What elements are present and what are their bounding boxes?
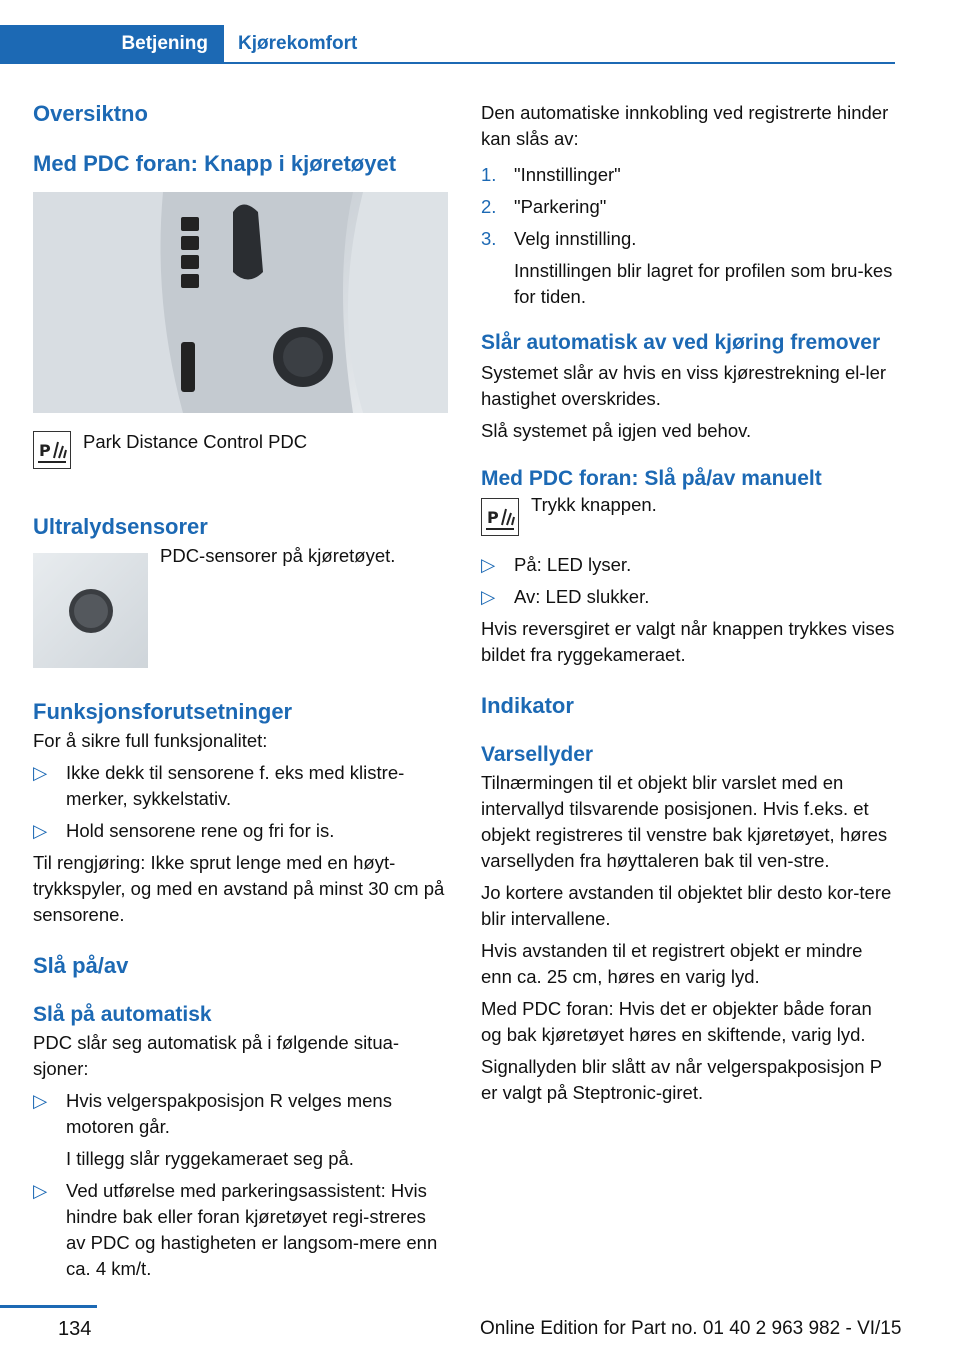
steps-list [481,162,896,310]
led-list [481,552,896,610]
list-item: ▷ Ved utførelse med parkeringsassistent: Hvis hindre bak eller foran kjøretøyet regi-streres av PDC og hastigheten er langsom-mere enn ca. 4 km/t. [33,1180,438,1279]
step-item: 2. "Parkering" [481,196,607,217]
list-item: ▷ Av: LED slukker. [481,584,896,610]
heading-manual: Med PDC foran: Slå på/av manuelt [481,467,822,490]
step3-note: Innstillingen blir lagret for profilen som bru-kes for tiden. [514,260,893,307]
pdc-button-icon [33,431,71,469]
heading-auto: Slå på automatisk [33,1003,212,1026]
sensor-text: PDC-sensorer på kjøretøyet. [160,545,396,566]
varsel-p3: Hvis avstanden til et registrert objekt er mindre enn ca. 25 cm, høres en varig lyd. [481,940,863,987]
funk-list [33,760,448,844]
bullet-icon: ▷ [481,586,496,607]
bullet-icon: ▷ [33,820,48,841]
header-tabs [0,25,895,64]
heading-sla: Slå på/av [33,953,129,978]
pdc-caption: Park Distance Control PDC [83,431,308,452]
sensor-icon [66,586,116,636]
bullet-icon: ▷ [481,554,496,575]
svg-text:P: P [39,441,51,460]
clean-text: Til rengjøring: Ikke sprut lenge med en høyt-trykkspyler, og med en avstand på minst 30 cm på sensorene. [33,852,445,925]
step-item: 3. Velg innstilling. Innstillingen blir lagret for profilen som bru-kes for tiden. [481,226,896,310]
pdc-caption-row [33,431,448,469]
heading-funksjon: Funksjonsforutsetninger [33,699,293,724]
heading-med-pdc: Med PDC foran: Knapp i kjøretøyet [33,151,397,176]
svg-text:P: P [487,508,499,527]
list-item: ▷ Hold sensorene rene og fri for is. [33,818,448,844]
revers-text: Hvis reversgiret er valgt når knappen trykkes vises bildet fra ryggekameraet. [481,618,895,665]
off-text2: Slå systemet på igjen ved behov. [481,420,752,441]
heading-auto-off: Slår automatisk av ved kjøring fremover [481,331,881,354]
sensor-photo [33,553,148,668]
heading-indikator: Indikator [481,693,574,718]
varsel-p5: Signallyden blir slått av når velgerspakposisjon P er valgt på Steptronic-giret. [481,1056,882,1103]
heading-ultralyd: Ultralydsensorer [33,514,208,539]
auto-list [33,1088,448,1282]
off-text: Systemet slår av hvis en viss kjørestrekning el-ler hastighet overskrides. [481,362,887,409]
bullet-icon: ▷ [33,1090,48,1111]
list-item: ▷ På: LED lyser. [481,552,896,578]
tab-kjorekomfort[interactable]: Kjørekomfort [238,32,358,54]
varsel-p1: Tilnærmingen til et objekt blir varslet med en intervallyd tilsvarende posisjonen. Hvis f.eks. et objekt registreres til venstre bak kjøretøyet, høres varsellyden fra høyttaleren bak til ven-stre. [481,772,888,871]
varsel-p4: Med PDC foran: Hvis det er objekter både foran og bak kjøretøyet høres en skiftende, varig lyd. [481,998,872,1045]
edition-text: Online Edition for Part no. 01 40 2 963 982 - VI/15 [480,1318,902,1339]
varsel-p2: Jo kortere avstanden til objektet blir desto kor-tere blir intervallene. [481,882,892,929]
auto-disable-intro: Den automatiske innkobling ved registrerte hinder kan slås av: [481,102,889,149]
console-photo [33,192,448,413]
list-item: ▷ Ikke dekk til sensorene f. eks med klistre-merker, sykkelstativ. [33,762,405,809]
page-number: 134 [58,1318,92,1340]
manual-text: Trykk knappen. [531,494,657,515]
left-column [33,100,448,1282]
pdc-button-icon [481,498,519,536]
bullet-icon: ▷ [33,762,48,783]
auto-intro: PDC slår seg automatisk på i følgende situa-sjoner: [33,1032,400,1079]
right-column [481,100,896,1106]
bullet-icon: ▷ [33,1180,48,1201]
manual-row [481,494,896,536]
step-item: 1. "Innstillinger" [481,164,621,185]
list-item: ▷ Hvis velgerspakposisjon R velges mens motoren går. I tillegg slår ryggekameraet seg på. [33,1088,448,1172]
sensor-row [33,543,448,668]
tab-betjening[interactable]: Betjening [0,25,224,62]
funk-intro: For å sikre full funksjonalitet: [33,730,268,751]
console-illustration [33,192,448,413]
footer-rule [0,1305,97,1308]
auto-item1-note: I tillegg slår ryggekameraet seg på. [66,1148,354,1169]
heading-varsel: Varsellyder [481,743,594,766]
heading-oversikt: Oversiktno [33,101,148,126]
